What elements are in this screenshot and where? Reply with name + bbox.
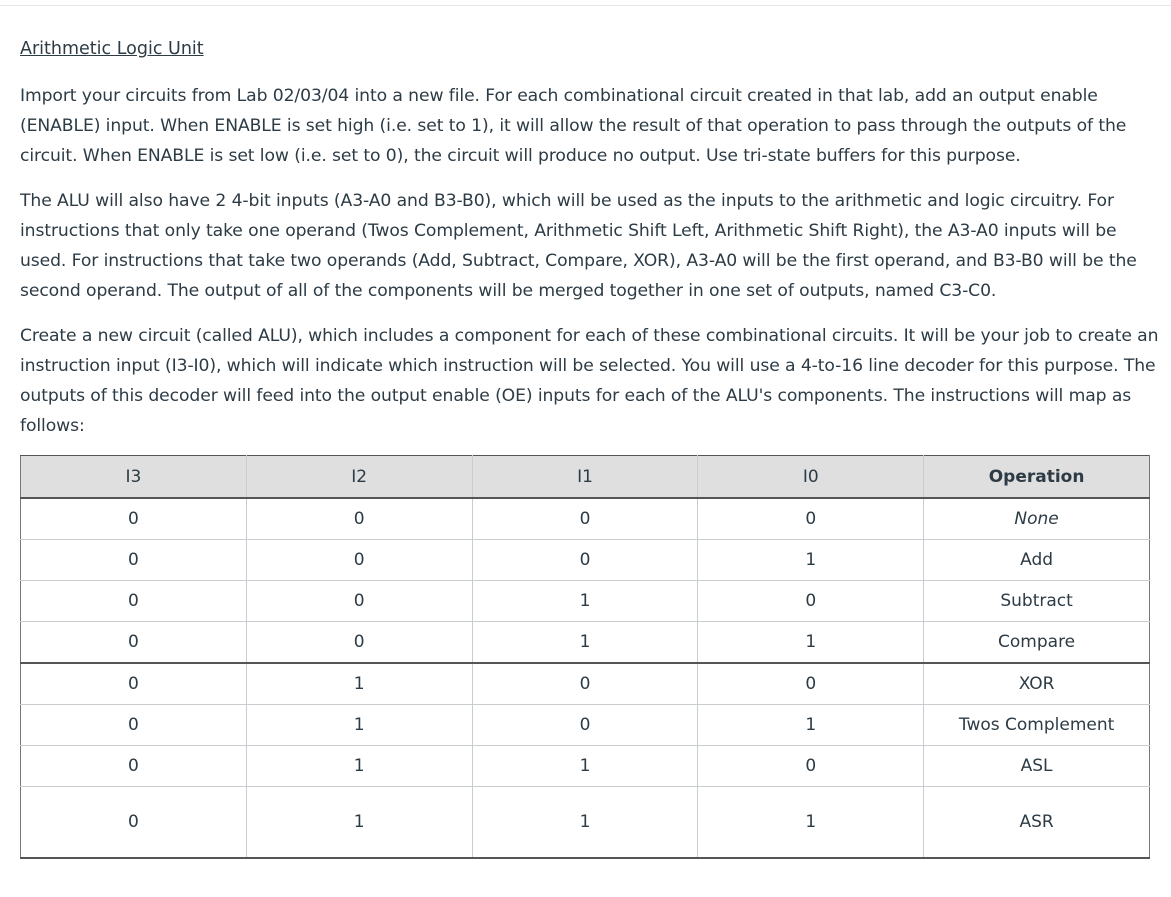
cell-i2: 1	[246, 746, 472, 787]
instruction-table	[20, 455, 1150, 859]
table-row	[21, 622, 1150, 664]
cell-i3: 0	[21, 498, 247, 540]
cell-i3: 0	[21, 787, 247, 859]
cell-operation: ASL	[924, 746, 1150, 787]
cell-i1: 1	[472, 581, 698, 622]
cell-i1: 0	[472, 663, 698, 705]
cell-i3: 0	[21, 746, 247, 787]
cell-i1: 1	[472, 622, 698, 664]
table-row	[21, 663, 1150, 705]
cell-operation: Compare	[924, 622, 1150, 664]
cell-operation: Add	[924, 540, 1150, 581]
cell-i0: 1	[698, 622, 924, 664]
table-row	[21, 581, 1150, 622]
cell-i0: 1	[698, 705, 924, 746]
cell-i0: 0	[698, 663, 924, 705]
cell-i1: 0	[472, 705, 698, 746]
cell-i1: 1	[472, 787, 698, 859]
paragraph-alu: Create a new circuit (called ALU), which includes a component for each of these combinational circuits. It will be your job to create an instruction input (I3-I0), which will indicate which instruction will be selected. You will use a 4-to-16 line decoder for this purpose. The outputs of this decoder will feed into the output enable (OE) inputs for each of the ALU's components. The instructions will map as follows:	[20, 326, 1159, 436]
paragraph-import: Import your circuits from Lab 02/03/04 into a new file. For each combinational circuit created in that lab, add an output enable (ENABLE) input. When ENABLE is set high (i.e. set to 1), it will allow the result of that operation to pass through the outputs of the circuit. When ENABLE is set low (i.e. set to 0), the circuit will produce no output. Use tri-state buffers for this purpose.	[20, 86, 1127, 166]
cell-i2: 0	[246, 622, 472, 664]
header-operation: Operation	[924, 456, 1150, 499]
cell-i0: 0	[698, 498, 924, 540]
cell-i0: 1	[698, 540, 924, 581]
table-row	[21, 540, 1150, 581]
table-row	[21, 787, 1150, 859]
cell-i2: 0	[246, 540, 472, 581]
cell-i3: 0	[21, 622, 247, 664]
table-row	[21, 498, 1150, 540]
cell-i3: 0	[21, 705, 247, 746]
table-header-row	[21, 456, 1150, 499]
cell-i2: 0	[246, 498, 472, 540]
cell-i0: 0	[698, 581, 924, 622]
cell-i2: 0	[246, 581, 472, 622]
header-i0: I0	[698, 456, 924, 499]
paragraph-inputs: The ALU will also have 2 4-bit inputs (A3-A0 and B3-B0), which will be used as the inputs to the arithmetic and logic circuitry. For instructions that only take one operand (Twos Complement, Arithmetic Shift Left, Arithmetic Shift Right), the A3-A0 inputs will be used. For instructions that take two operands (Add, Subtract, Compare, XOR), A3-A0 will be the first operand, and B3-B0 will be the second operand. The output of all of the components will be merged together in one set of outputs, named C3-C0.	[20, 191, 1137, 301]
header-i1: I1	[472, 456, 698, 499]
cell-operation: ASR	[924, 787, 1150, 859]
assignment-content	[20, 36, 1160, 456]
table-row	[21, 705, 1150, 746]
cell-i2: 1	[246, 705, 472, 746]
cell-i3: 0	[21, 581, 247, 622]
cell-i0: 1	[698, 787, 924, 859]
top-divider	[0, 5, 1171, 6]
cell-i2: 1	[246, 787, 472, 859]
section-heading: Arithmetic Logic Unit	[20, 39, 204, 59]
cell-i1: 0	[472, 540, 698, 581]
cell-i1: 0	[472, 498, 698, 540]
cell-i2: 1	[246, 663, 472, 705]
cell-operation: Subtract	[924, 581, 1150, 622]
cell-i1: 1	[472, 746, 698, 787]
table-row	[21, 746, 1150, 787]
header-i2: I2	[246, 456, 472, 499]
cell-i0: 0	[698, 746, 924, 787]
cell-operation: XOR	[924, 663, 1150, 705]
header-i3: I3	[21, 456, 247, 499]
cell-i3: 0	[21, 540, 247, 581]
cell-operation: Twos Complement	[924, 705, 1150, 746]
cell-operation: None	[924, 498, 1150, 540]
cell-i3: 0	[21, 663, 247, 705]
